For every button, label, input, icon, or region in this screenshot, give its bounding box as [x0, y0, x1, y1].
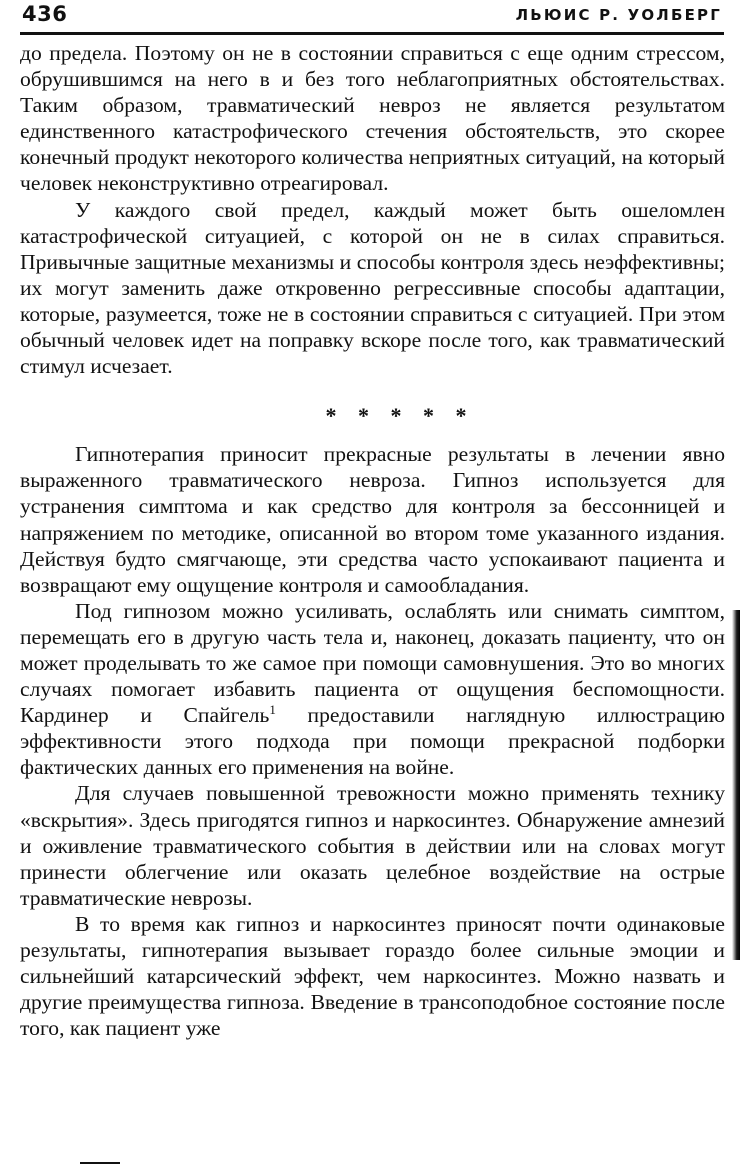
section-break: * * * * * [325, 403, 475, 429]
paragraph-continued: до предела. Поэтому он не в состоянии справиться с еще одним стрессом, обрушившимся на него в и без того неблагоприятных обстоятельствах. Таким образом, травматический невроз не является результатом единственного катастрофического стечения обстоятельств, это скорее конечный продукт некоторого количества неприятных ситуаций, на который человек неконструктивно отреагировал. [20, 41, 725, 196]
running-head: ЛЬЮИС Р. УОЛБЕРГ [515, 6, 722, 24]
footnote-ref[interactable]: 1 [269, 702, 276, 718]
page-header [22, 2, 722, 28]
paragraph [20, 598, 725, 781]
header-rule [20, 32, 724, 35]
paragraph: У каждого свой предел, каждый может быть ошеломлен катастрофической ситуацией, с которой он не в силах справиться. Привычные защитные механизмы и способы контроля здесь неэффективны; их могут заменить даже откровенно регрессивные способы адаптации, которые, разумеется, тоже не в состоянии справиться с ситуацией. При этом обычный человек идет на поправку вскоре после того, как травматический стимул исчезает. [20, 197, 725, 379]
paragraph-text: предоставили наглядную иллюстрацию эффективности этого подхода при помощи прекрасной подборки фактических данных его применения на войне. [20, 703, 725, 780]
paragraph-text: Под гипнозом можно усиливать, ослаблять или снимать симптом, перемещать его в другую часть тела и, наконец, доказать пациенту, что он может проделывать то же самое при помощи самовнушения. Это во многих случаях помогает избавить пациента от ощущения беспомощности. Кардинер и Спайгель [20, 598, 725, 728]
body-text [20, 40, 725, 1041]
paragraph: В то время как гипноз и наркосинтез приносят почти одинаковые результаты, гипнотерапия вызывает гораздо более сильные эмоции и сильнейший катарсический эффект, чем наркосинтез. Можно назвать и другие преимущества гипноза. Введение в трансоподобное состояние после того, как пациент уже [20, 911, 725, 1041]
page-edge-shadow [732, 610, 740, 960]
footnote-rule [80, 1162, 120, 1164]
paragraph: Для случаев повышенной тревожности можно применять технику «вскрытия». Здесь пригодятся гипноз и наркосинтез. Обнаружение амнезий и оживление травматического события в действии или на словах могут принести облегчение или оказать целебное воздействие на острые травматические неврозы. [20, 781, 725, 910]
paragraph: Гипнотерапия приносит прекрасные результаты в лечении явно выраженного травматического невроза. Гипноз используется для устранения симптома и как средство для контроля за бессонницей и напряжением по методике, описанной во втором томе указанного издания. Действуя будто смягчающе, эти средства часто успокаивают пациента и возвращают ему ощущение контроля и самообладания. [20, 442, 725, 597]
page-number: 436 [22, 2, 68, 26]
